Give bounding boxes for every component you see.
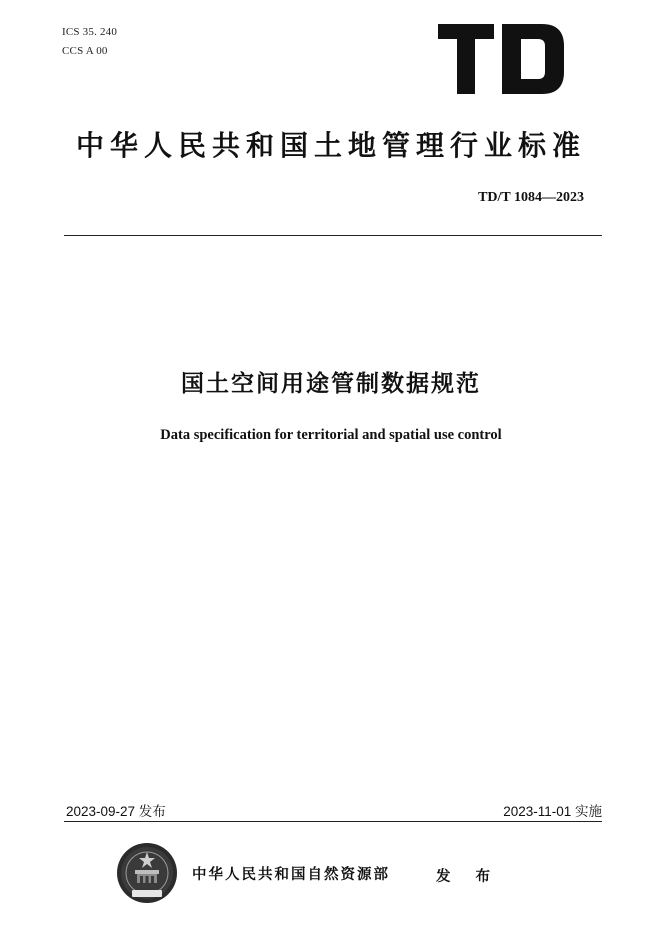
ccs-code: CCS A 00 (62, 45, 108, 57)
document-title-chinese: 国土空间用途管制数据规范 (181, 371, 481, 397)
ics-code: ICS 35. 240 (62, 26, 118, 38)
organization-title: 中华人民共和国土地管理行业标准 (75, 129, 586, 162)
issuing-authority: 中华人民共和国自然资源部 (192, 867, 390, 883)
document-title-english: Data specification for territorial and spatial use control (160, 427, 502, 443)
td-logo-icon (438, 24, 564, 94)
top-divider (64, 235, 602, 236)
standard-number: TD/T 1084—2023 (478, 190, 584, 205)
issue-label: 发 布 (436, 869, 501, 885)
release-date: 2023-09-27 发布 (66, 804, 166, 819)
ministry-seal-icon (116, 842, 178, 904)
implementation-date: 2023-11-01 实施 (503, 804, 602, 819)
bottom-divider (64, 821, 602, 822)
